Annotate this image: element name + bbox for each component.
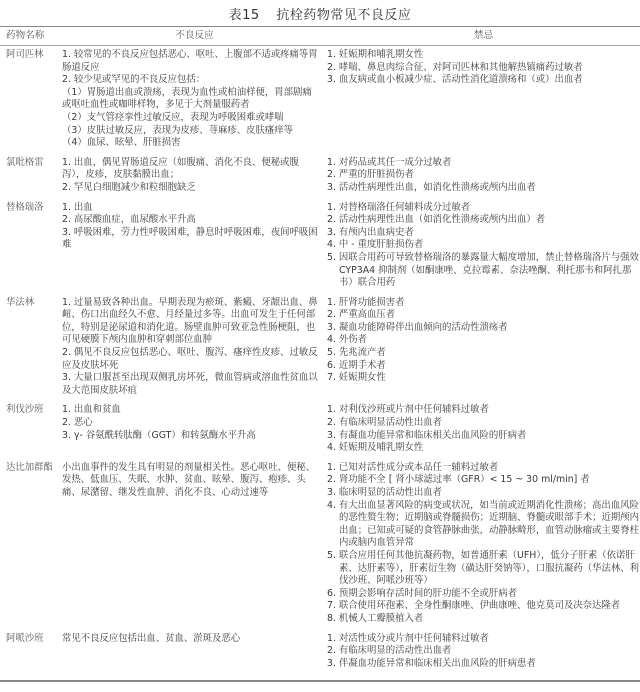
table-row <box>0 630 640 682</box>
table-caption <box>0 0 640 24</box>
adverse-reaction-item: 2. 较少见或罕见的不良反应包括： <box>62 74 206 86</box>
table-row <box>0 199 640 294</box>
contraindication-item: 2. 活动性病理性出血（如消化性溃疡或颅内出血）者 <box>327 214 546 226</box>
adverse-reactions-cell <box>62 199 327 294</box>
adverse-reaction-item: 3. 大量口服甚至出现双侧乳房坏死，微血管病或溶血性贫血以及大范围皮肤坏疽 <box>62 372 318 396</box>
adverse-reaction-item: 小出血事件的发生具有明显的剂量相关性。恶心呕吐、便秘、发热、低血压、失眠、水肿、贫血、眩晕、腹泻、疱疹、头痛、尿潴留、继发性血肿、消化不良、心动过速等 <box>62 461 316 498</box>
contraindications-cell <box>327 459 640 630</box>
table-number: 表15 <box>228 8 260 23</box>
contraindication-item: 1. 妊娠期和哺乳期女性 <box>327 49 424 60</box>
contraindication-item: 4. 外伤者 <box>327 334 368 346</box>
contraindication-item: 3. 血友病或血小板减少症、活动性消化道溃疡和（或）出血者 <box>327 74 583 86</box>
adverse-reactions-cell <box>62 46 327 154</box>
contraindication-item: 1. 对替格瑞洛任何辅料成分过敏者 <box>327 201 471 213</box>
contraindication-item: 2. 肾功能不全 [ 肾小球滤过率（GFR）< 15 ~ 30 ml/min] 者 <box>327 474 590 486</box>
contraindications-cell <box>327 294 640 402</box>
adverse-reactions-cell <box>62 401 327 458</box>
contraindication-item: 4. 妊娠期及哺乳期女性 <box>327 442 424 454</box>
header-contraindications: 禁忌 <box>327 27 640 46</box>
contraindication-item: 2. 有临床明显活动性出血者 <box>327 417 443 429</box>
drug-name-cell: 利伐沙班 <box>6 404 44 416</box>
contraindication-item: 7. 联合使用环孢素、全身性酮康唑、伊曲康唑、他克莫司及决奈达隆者 <box>327 600 621 612</box>
adverse-reaction-item: 2. 罕见白细胞减少和粒细胞缺乏 <box>62 181 196 193</box>
drug-name-cell: 达比加群酯 <box>6 461 53 473</box>
adverse-reactions-table <box>0 26 640 682</box>
adverse-reaction-item: 1. 出血 <box>62 201 93 213</box>
contraindication-item: 5. 先兆流产者 <box>327 347 386 359</box>
adverse-reaction-item: （2）支气管痉挛性过敏反应，表现为呼吸困难或哮喘 <box>62 111 284 123</box>
contraindication-item: 3. 活动性病理性出血，如消化性溃疡或颅内出血者 <box>327 181 536 193</box>
table-row <box>0 401 640 458</box>
contraindication-item: 3. 有凝血功能异常和临床相关出血风险的肝病者 <box>327 429 527 441</box>
adverse-reaction-item: 常见不良反应包括出血、贫血、淤斑及恶心 <box>62 632 241 644</box>
drug-name-cell: 氯吡格雷 <box>6 156 44 168</box>
drug-name-cell: 替格瑞洛 <box>6 201 44 213</box>
header-drug-name: 药物名称 <box>0 27 62 46</box>
table-row <box>0 459 640 630</box>
contraindication-item: 2. 严重的肝脏损伤者 <box>327 169 414 181</box>
contraindication-item: 3. 凝血功能障碍伴出血倾向的活动性溃疡者 <box>327 321 508 333</box>
adverse-reaction-item: 2. 偶见不良反应包括恶心、呕吐、腹泻、瘙痒性皮疹、过敏反应及皮肤坏死 <box>62 347 318 371</box>
contraindication-item: 7. 妊娠期女性 <box>327 372 386 384</box>
contraindication-item: 1. 对活性成分或片剂中任何辅料过敏者 <box>327 632 489 644</box>
contraindication-item: 5. 因联合用药可导致替格瑞洛的暴露量大幅度增加，禁止替格瑞洛片与强效 CYP3A4 抑制剂（如酮康唑、克拉霉素、奈法唑酮、利托那韦和阿扎那韦）联合用药 <box>327 251 639 289</box>
adverse-reaction-item: 3. 呼吸困难，劳力性呼吸困难，静息时呼吸困难，夜间呼吸困难 <box>62 226 318 251</box>
contraindication-item: 6. 近期手术者 <box>327 359 386 371</box>
contraindication-item: 2. 严重高血压者 <box>327 309 396 321</box>
adverse-reaction-item: （1）胃肠道出血或溃疡，表现为血性或柏油样便，胃部剧痛或呕吐血性或咖啡样物，多见于大剂量服药者 <box>62 86 312 111</box>
contraindications-cell <box>327 46 640 154</box>
drug-name-cell: 阿哌沙班 <box>0 630 62 682</box>
contraindication-item: 3. 有颅内出血病史者 <box>327 226 414 238</box>
drug-name-cell: 阿司匹林 <box>6 49 44 60</box>
adverse-reaction-item: 3. γ- 谷氨酰转肽酶（GGT）和转氨酶水平升高 <box>62 429 256 441</box>
contraindication-item: 2. 有临床明显的活动性出血者 <box>327 645 452 657</box>
header-adverse-reactions: 不良反应 <box>62 27 327 46</box>
contraindication-item: 3. 伴凝血功能异常和临床相关出血风险的肝病患者 <box>327 657 536 669</box>
table-row <box>0 46 640 154</box>
adverse-reaction-item: （4）血尿、眩晕、肝脏损害 <box>62 137 181 149</box>
adverse-reaction-item: 2. 高尿酸血症，血尿酸水平升高 <box>62 214 196 226</box>
adverse-reaction-item: 1. 出血和贫血 <box>62 404 121 416</box>
adverse-reaction-item: 1. 出血，偶见胃肠道反应（如腹痛、消化不良、便秘或腹泻），皮疹，皮肤黏膜出血； <box>62 156 299 181</box>
contraindication-item: 1. 对利伐沙班或片剂中任何辅料过敏者 <box>327 404 489 416</box>
table-row <box>0 154 640 199</box>
table-title: 抗栓药物常见不良反应 <box>276 8 412 23</box>
contraindication-item: 4. 有大出血显著风险的病变或状况，如当前或近期消化性溃疡；高出血风险的恶性赘生物；近期脑或脊髓损伤；近期脑、脊髓或眼部手术；近期颅内出血；已知或可疑的食管静脉曲张，动静脉畸形，血管动脉瘤或主要脊柱内或脑内血管异常 <box>327 499 640 549</box>
contraindications-cell <box>327 630 640 682</box>
contraindication-item: 1. 已知对活性成分或本品任一辅料过敏者 <box>327 461 499 473</box>
contraindication-item: 8. 机械人工瓣膜植入者 <box>327 612 424 624</box>
contraindication-item: 5. 联合应用任何其他抗凝药物，如普通肝素（UFH），低分子肝素（依诺肝素、达肝素等），肝素衍生物（磺达肝癸钠等），口服抗凝药（华法林、利伐沙班、阿哌沙班等） <box>327 549 639 587</box>
adverse-reactions-cell <box>62 630 327 682</box>
adverse-reactions-cell <box>62 294 327 402</box>
contraindications-cell <box>327 401 640 458</box>
contraindication-item: 1. 对药品或其任一成分过敏者 <box>327 156 452 168</box>
contraindication-item: 2. 哮喘、鼻息肉综合征、对阿司匹林和其他解热镇痛药过敏者 <box>327 61 583 73</box>
drug-name-cell: 华法林 <box>6 296 35 308</box>
contraindication-item: 6. 预期会影响存活时间的肝功能不全或肝病者 <box>327 587 518 599</box>
contraindication-item: 4. 中 - 重度肝脏损伤者 <box>327 239 424 251</box>
adverse-reaction-item: 2. 恶心 <box>62 417 93 429</box>
contraindications-cell <box>327 199 640 294</box>
contraindication-item: 1. 肝肾功能损害者 <box>327 296 405 308</box>
adverse-reaction-item: 1. 较常见的不良反应包括恶心、呕吐、上腹部不适或疼痛等胃肠道反应 <box>62 49 318 73</box>
table-header-row <box>0 27 640 46</box>
adverse-reactions-cell <box>62 154 327 199</box>
adverse-reaction-item: （3）皮肤过敏反应，表现为皮疹、荨麻疹、皮肤瘙痒等 <box>62 124 293 136</box>
adverse-reaction-item: 1. 过量易致各种出血。早期表现为瘀斑、紫癜、牙龈出血、鼻衄、伤口出血经久不愈、月经量过多等。出血可发生于任何部位，特别是泌尿道和消化道。肠壁血肿可致亚急性肠梗阻，也可见硬膜下颅内血肿和穿刺部位血肿 <box>62 296 318 346</box>
contraindications-cell <box>327 154 640 199</box>
table-row <box>0 294 640 402</box>
contraindication-item: 3. 临床明显的活动性出血者 <box>327 487 443 498</box>
adverse-reactions-cell <box>62 459 327 630</box>
